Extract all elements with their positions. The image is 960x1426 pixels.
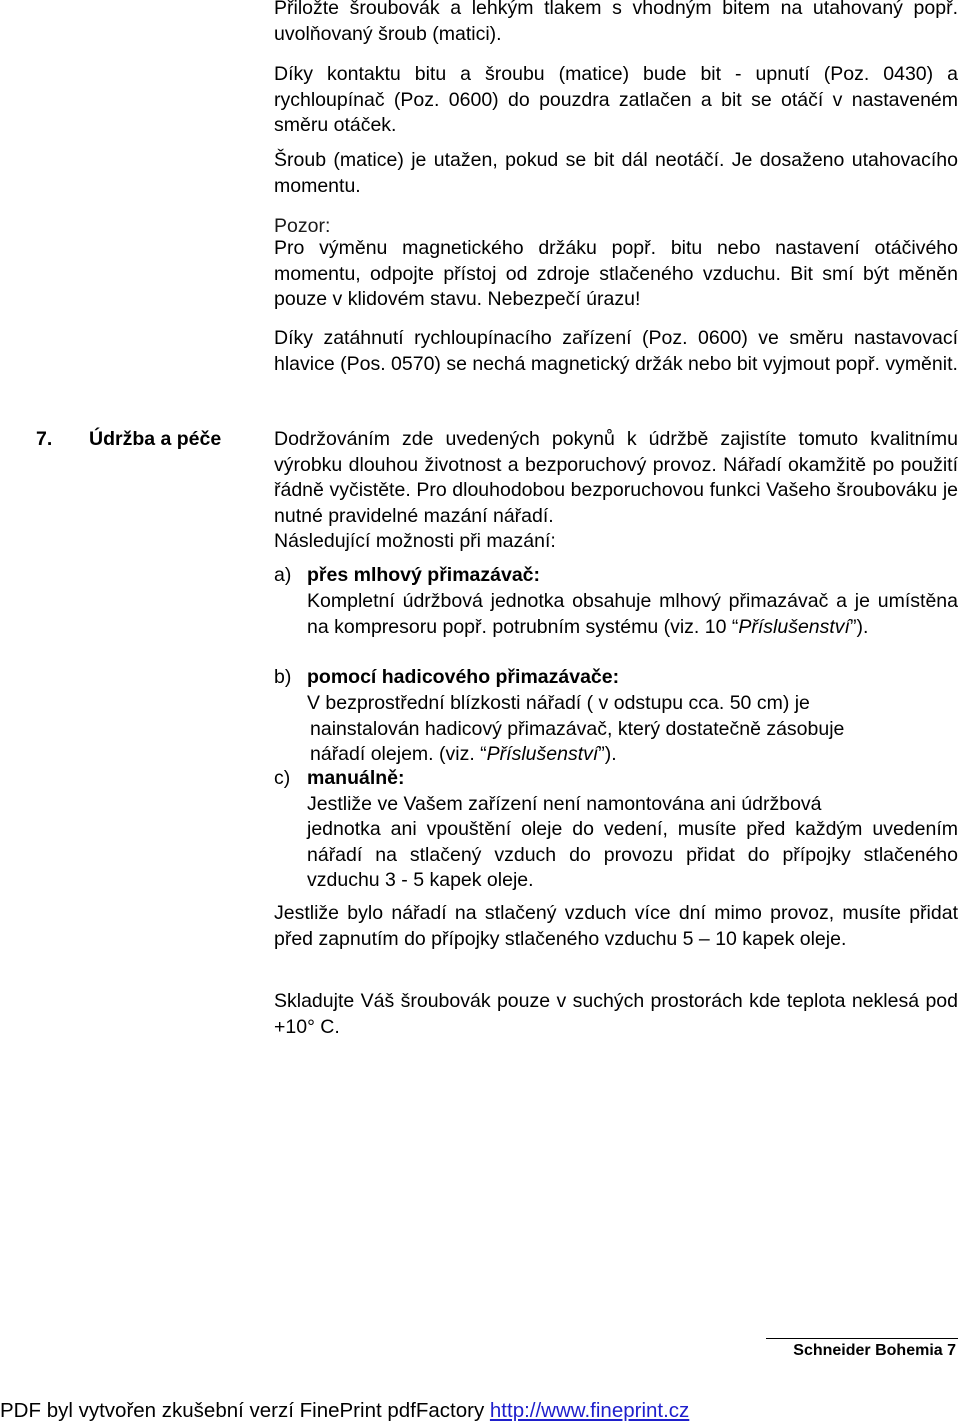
accessories-reference: Příslušenství (486, 743, 599, 765)
section-number: 7. (36, 428, 53, 450)
list-item-b-heading: pomocí hadicového přimazávače: (307, 666, 620, 688)
list-item-c-line-1: Jestliže ve Vašem zařízení není namontována ani údržbová (307, 793, 822, 815)
list-item-b-body: V bezprostřední blízkosti nářadí ( v odstupu cca. 50 cm) je nainstalován hadicový přimazávač, který dostatečně zásobuje nářadí olejem. (viz. “Příslušenství”). (307, 692, 845, 765)
section-paragraph-1: Dodržováním zde uvedených pokynů k údržbě zajistíte tomuto kvalitnímu výrobku dlouhou životnost a bezporuchový provoz. Nářadí okamžitě po použití řádně vyčistěte. Pro dlouhodobou bezporuchovou funkci Vašeho šroubováku je nutné pravidelné mazání nářadí. (274, 428, 958, 527)
fineprint-link[interactable]: http://www.fineprint.cz (489, 1399, 690, 1422)
list-item-c-label: c) (274, 767, 291, 789)
section-paragraph-4: Skladujte Váš šroubovák pouze v suchých prostorách kde teplota neklesá pod +10° C. (274, 990, 958, 1038)
list-item-a-heading: přes mlhový přimazávač: (307, 564, 541, 586)
list-item-a-body: Kompletní údržbová jednotka obsahuje mlhový přimazávač a je umístěna na kompresoru popř. potrubním systému (viz. 10 “Příslušenství”). (307, 590, 958, 638)
accessories-reference: Příslušenství (738, 615, 850, 638)
list-item-c-body: jednotka ani vpouštění oleje do vedení, musíte před každým uvedením nářadí na stlačený vzduch do provozu přidat do přípojky stlačeného vzduchu 3 - 5 kapek oleje. (307, 818, 958, 891)
pdf-watermark: PDF byl vytvořen zkušební verzí FinePrint pdfFactory http://www.fineprint.cz (0, 1399, 690, 1422)
warning-text: Pro výměnu magnetického držáku popř. bitu nebo nastavení otáčivého momentu, odpojte přístoj od zdroje stlačeného vzduchu. Bit smí být měněn pouze v klidovém stavu. Nebezpečí úrazu! (274, 237, 958, 310)
section-paragraph-3: Jestliže bylo nářadí na stlačený vzduch více dní mimo provoz, musíte přidat před zapnutím do přípojky stlačeného vzduchu 5 – 10 kapek oleje. (274, 902, 958, 950)
list-item-b-label: b) (274, 666, 292, 688)
warning-title: Pozor: (274, 215, 331, 237)
list-item-c-heading: manuálně: (307, 767, 405, 789)
section-paragraph-2: Následující možnosti při mazání: (274, 530, 556, 552)
footer-brand: Schneider Bohemia 7 (793, 1342, 956, 1359)
section-title: Údržba a péče (89, 428, 222, 450)
intro-paragraph-2: Díky kontaktu bitu a šroubu (matice) bude bit - upnutí (Poz. 0430) a rychloupínač (Poz. 0600) do pouzdra zatlačen a bit se otáčí v nastaveném směru otáček. (274, 63, 958, 136)
intro-paragraph-1: Přiložte šroubovák a lehkým tlakem s vhodným bitem na utahovaný popř. uvolňovaný šroub (matici). (274, 0, 958, 45)
intro-paragraph-3: Šroub (matice) je utažen, pokud se bit dál neotáčí. Je dosaženo utahovacího momentu. (274, 149, 958, 197)
list-item-a-label: a) (274, 564, 292, 586)
footer-divider (766, 1338, 958, 1339)
intro-paragraph-4: Díky zatáhnutí rychloupínacího zařízení (Poz. 0600) ve směru nastavovací hlavice (Pos. 0570) se nechá magnetický držák nebo bit vyjmout popř. vyměnit. (274, 327, 958, 375)
